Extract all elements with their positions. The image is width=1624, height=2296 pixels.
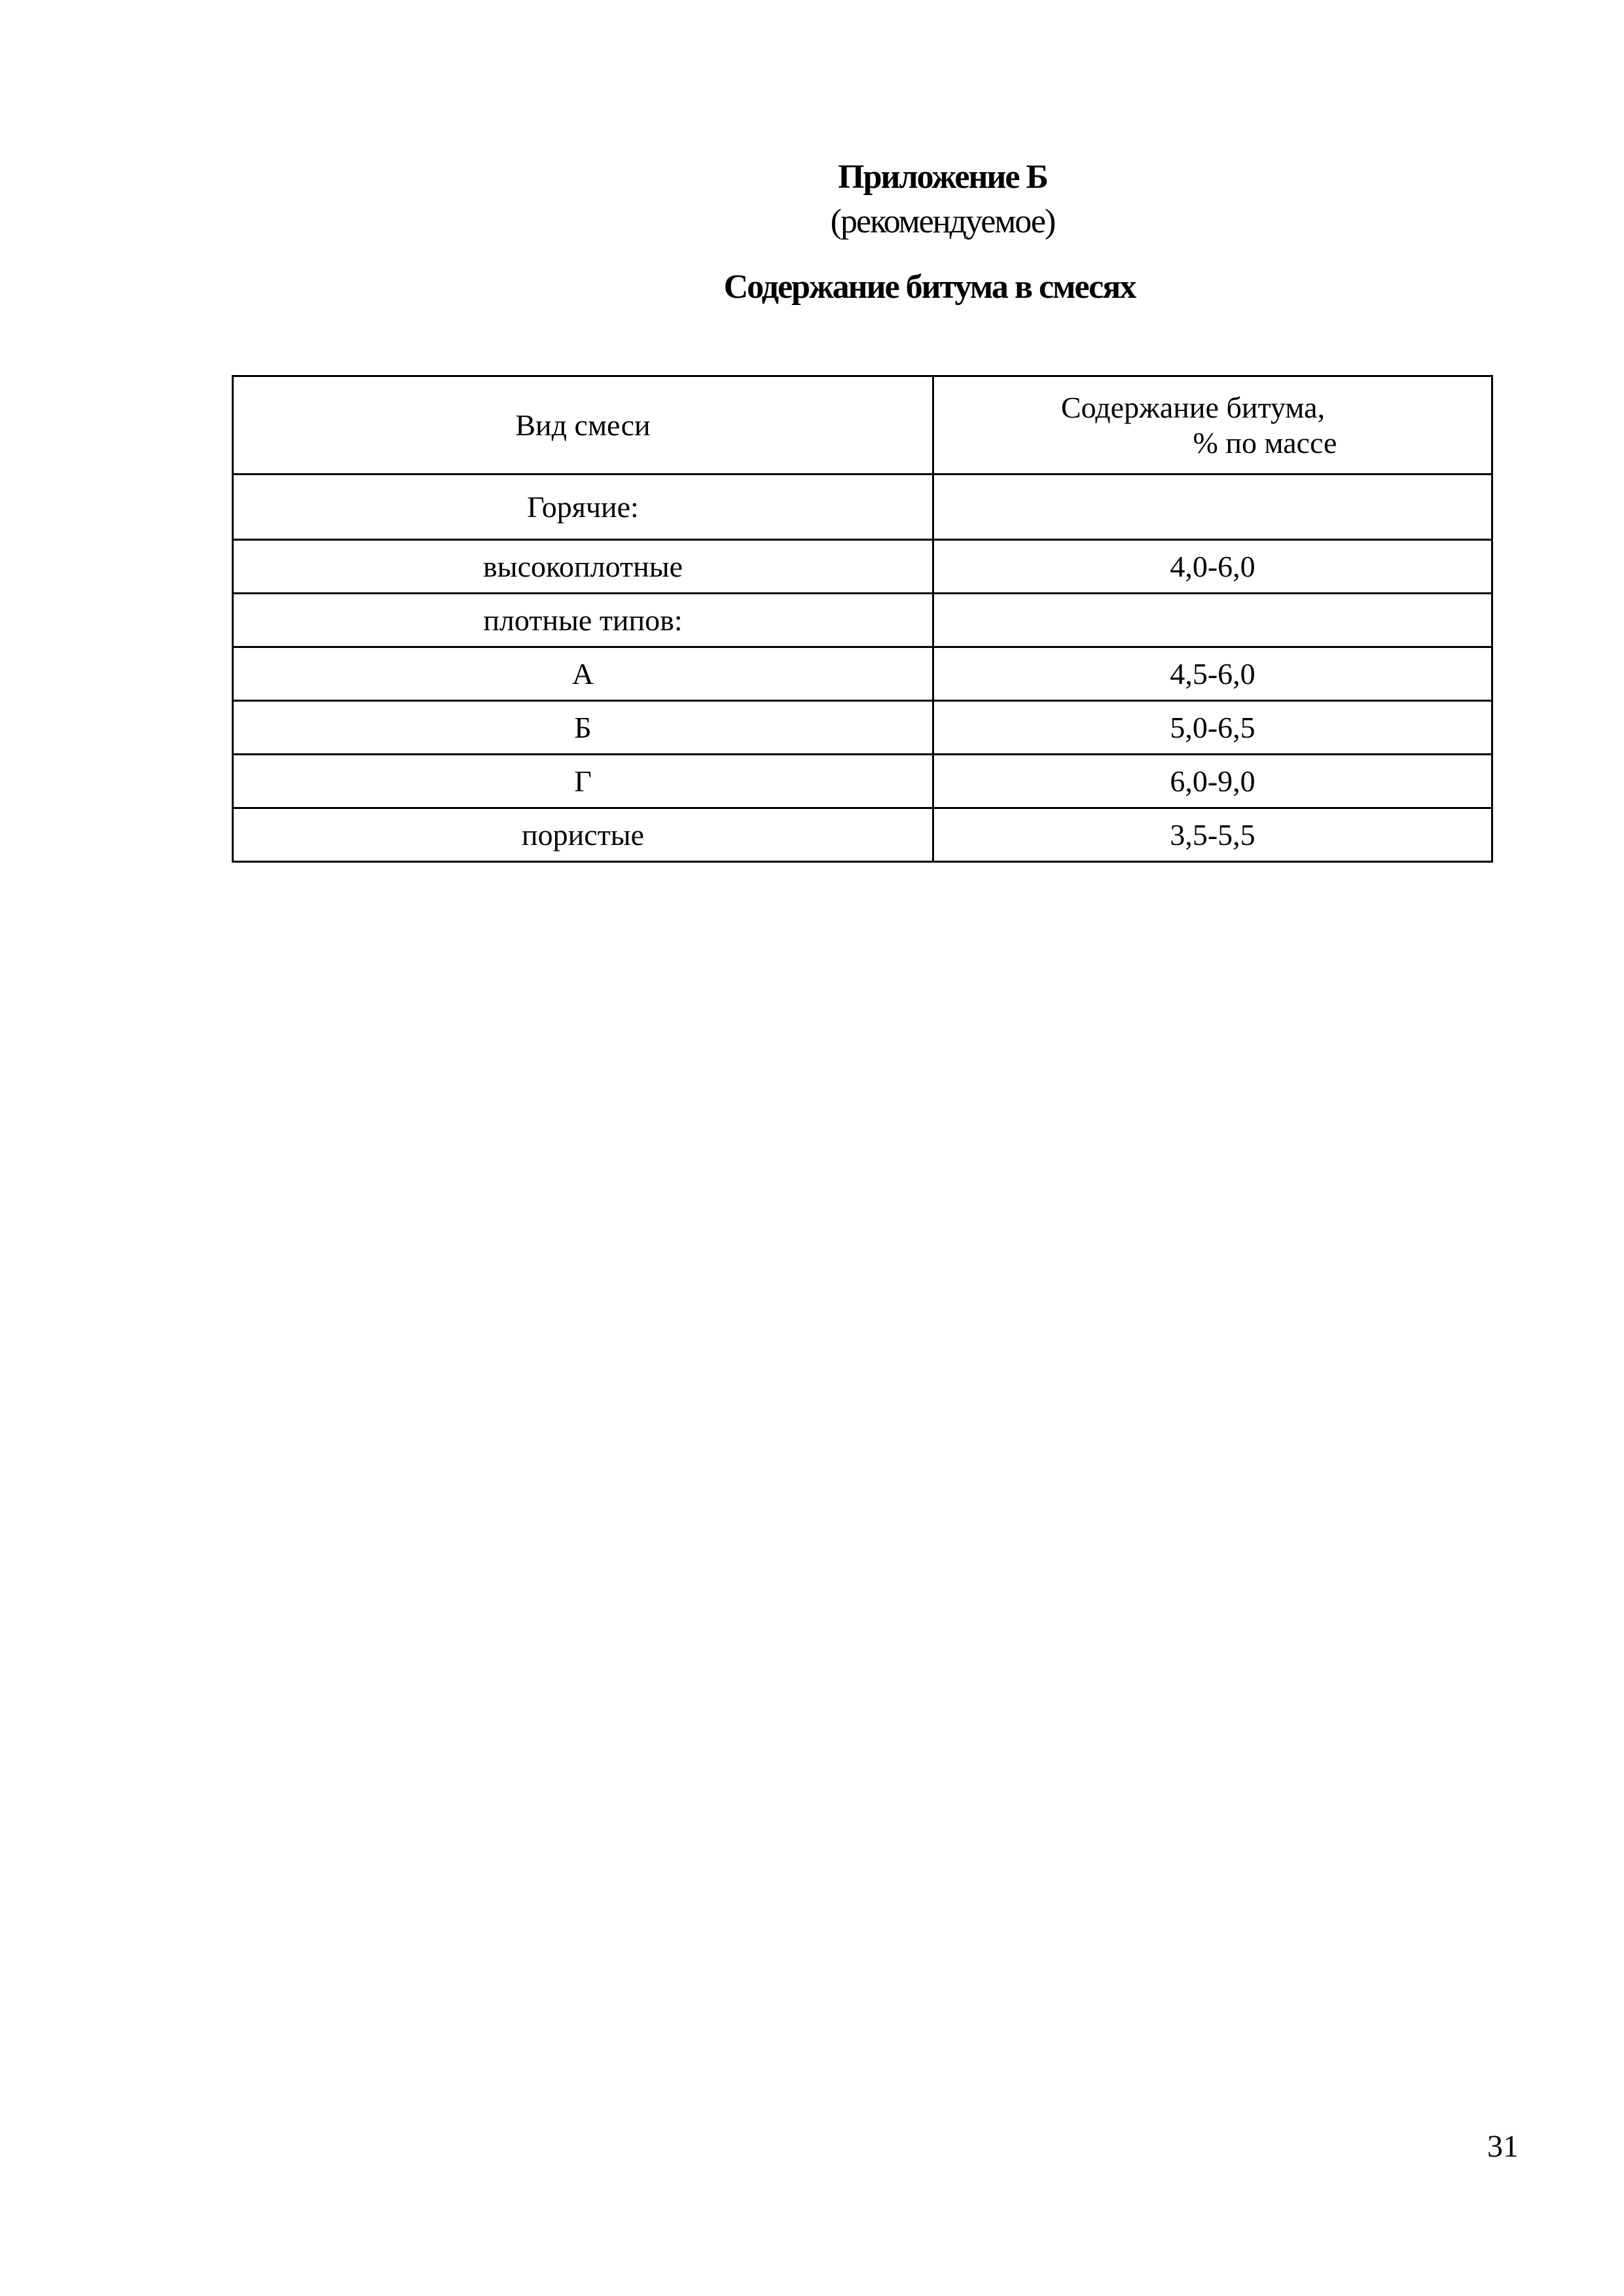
mix-cell: высокоплотные	[233, 540, 933, 594]
mix-cell: Горячие:	[233, 475, 933, 540]
header-mix-type: Вид смеси	[233, 376, 933, 475]
page-number: 31	[1487, 2129, 1519, 2164]
table-header-row	[233, 376, 1492, 475]
table-row	[233, 755, 1492, 808]
bitumen-content-table	[232, 375, 1493, 863]
mix-cell: А	[233, 647, 933, 701]
value-cell: 6,0-9,0	[933, 755, 1492, 808]
value-cell: 4,5-6,0	[933, 647, 1492, 701]
header-bitumen-line2: % по массе	[1193, 425, 1337, 459]
value-cell: 5,0-6,5	[933, 701, 1492, 755]
table-row	[233, 594, 1492, 647]
mix-cell: плотные типов:	[233, 594, 933, 647]
header-bitumen-line1: Содержание битума,	[1060, 390, 1326, 424]
table-row	[233, 701, 1492, 755]
mix-cell: Б	[233, 701, 933, 755]
table-row	[233, 808, 1492, 862]
value-cell	[933, 475, 1492, 540]
table-row	[233, 647, 1492, 701]
appendix-status: (рекомендуемое)	[830, 203, 1055, 240]
appendix-title: Приложение Б	[838, 158, 1047, 196]
value-cell: 3,5-5,5	[933, 808, 1492, 862]
table-row	[233, 540, 1492, 594]
table-title: Содержание битума в смесях	[723, 268, 1136, 306]
value-cell: 4,0-6,0	[933, 540, 1492, 594]
table-row	[233, 475, 1492, 540]
mix-cell: пористые	[233, 808, 933, 862]
value-cell	[933, 594, 1492, 647]
mix-cell: Г	[233, 755, 933, 808]
header-bitumen-content	[933, 376, 1492, 475]
